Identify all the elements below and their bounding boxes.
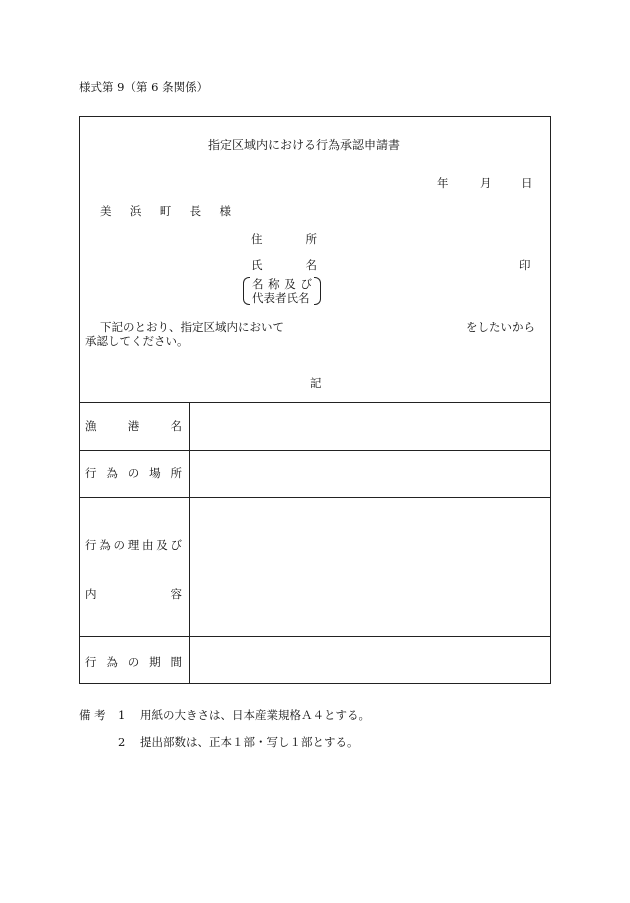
row-label-place: 行 為 の 場 所: [85, 466, 182, 480]
left-bracket: [243, 277, 250, 305]
name-label: 氏 名: [251, 258, 317, 272]
request-text-end: をしたいから: [466, 320, 535, 334]
table-column-divider: [189, 402, 190, 684]
row-label-period: 行 為 の 期 間: [85, 655, 182, 669]
seal-mark: 印: [519, 258, 531, 272]
address-label: 住 所: [251, 232, 317, 246]
name-and-label: 名 称 及 び: [252, 277, 313, 291]
row-label-content: 内 容: [85, 587, 182, 601]
request-text-start: 下記のとおり、指定区域内において: [100, 320, 284, 334]
table-rule-2: [79, 450, 551, 451]
note-1-number: 1: [118, 708, 126, 722]
row-label-reason: 行 為 の 理 由 及 び: [85, 538, 182, 552]
table-rule-1: [79, 402, 551, 403]
row-label-port-name: 漁 港 名: [85, 419, 182, 433]
ki-heading: 記: [310, 376, 322, 390]
table-rule-3: [79, 497, 551, 498]
date-month-label: 月: [480, 176, 492, 190]
representative-bracket: [243, 277, 321, 305]
notes-label: 備 考: [79, 708, 106, 722]
form-title: 指定区域内における行為承認申請書: [208, 138, 401, 152]
request-text-line2: 承認してください。: [85, 334, 189, 348]
note-1-text: 用紙の大きさは、日本産業規格Ａ４とする。: [140, 708, 370, 722]
note-2-text: 提出部数は、正本１部・写し１部とする。: [140, 735, 359, 749]
right-bracket: [314, 277, 321, 305]
representative-name-label: 代表者氏名: [252, 291, 310, 305]
note-2-number: 2: [118, 735, 126, 749]
date-year-label: 年: [437, 176, 449, 190]
table-rule-4: [79, 636, 551, 637]
date-day-label: 日: [521, 176, 533, 190]
addressee: 美 浜 町 長 様: [100, 204, 231, 218]
form-number: 様式第 9（第 6 条関係）: [79, 80, 209, 94]
